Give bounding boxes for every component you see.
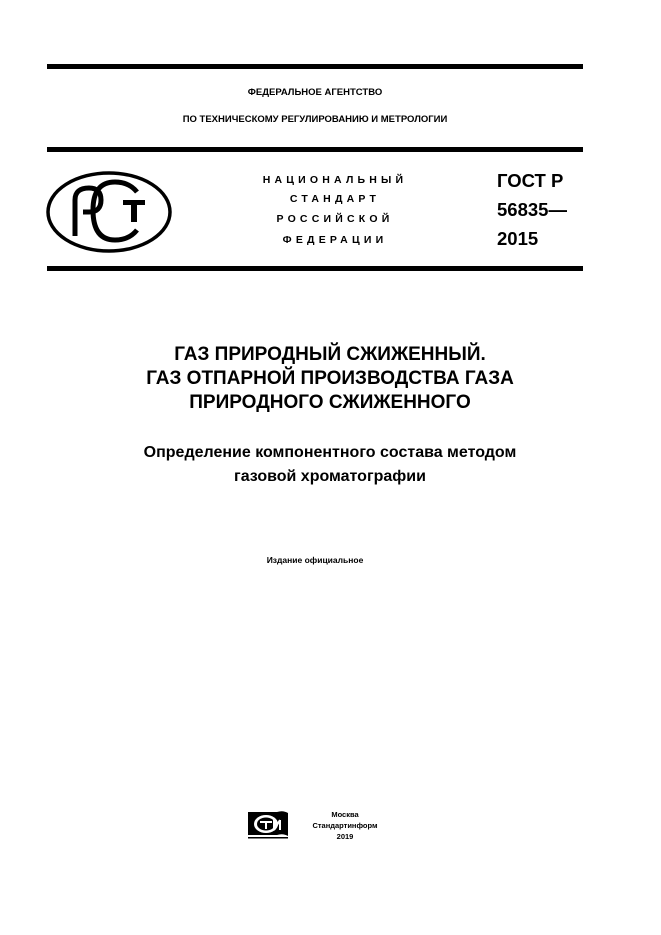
- publisher-city: Москва: [331, 810, 359, 819]
- agency-bottom-rule: [47, 147, 583, 152]
- publisher-name: Стандартинформ: [312, 821, 378, 830]
- agency-line-2: ПО ТЕХНИЧЕСКОМУ РЕГУЛИРОВАНИЮ И МЕТРОЛОГИИ: [182, 114, 448, 125]
- national-standard-line-1: НАЦИОНАЛЬНЫЙ: [262, 174, 408, 186]
- standard-block-bottom-rule: [47, 266, 583, 271]
- gost-designation-year: 2015: [497, 228, 539, 249]
- gost-designation-line-2: 56835—: [497, 199, 567, 220]
- gost-r-logo-icon: [45, 170, 173, 259]
- national-standard-line-3: РОССИЙСКОЙ: [276, 213, 394, 225]
- national-standard-line-4: ФЕДЕРАЦИИ: [282, 234, 388, 246]
- edition-label: Издание официальное: [266, 555, 364, 565]
- document-subtitle-line-1: Определение компонентного состава методом: [143, 444, 517, 461]
- national-standard-line-2: СТАНДАРТ: [289, 193, 381, 205]
- publication-year: 2019: [336, 832, 354, 841]
- document-title-line-3: ПРИРОДНОГО СЖИЖЕННОГО: [189, 392, 471, 413]
- top-rule: [47, 64, 583, 69]
- document-subtitle-line-2: газовой хроматографии: [234, 468, 426, 485]
- agency-line-1: ФЕДЕРАЛЬНОЕ АГЕНТСТВО: [247, 87, 383, 98]
- document-title-line-1: ГАЗ ПРИРОДНЫЙ СЖИЖЕННЫЙ.: [174, 344, 486, 365]
- document-title-line-2: ГАЗ ОТПАРНОЙ ПРОИЗВОДСТВА ГАЗА: [146, 368, 514, 389]
- gost-designation-line-1: ГОСТ Р: [497, 170, 564, 191]
- standartinform-logo-icon: [247, 809, 289, 846]
